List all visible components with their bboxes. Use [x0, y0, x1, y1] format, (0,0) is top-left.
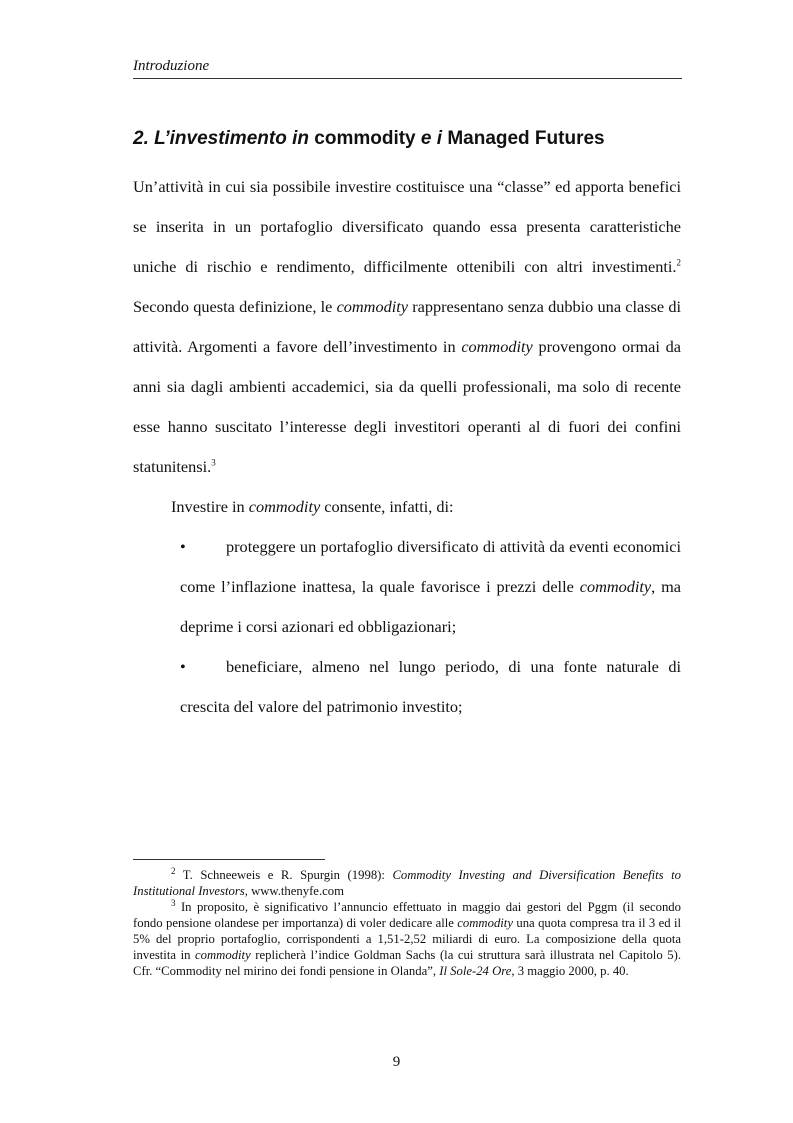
text-run: Un’attività in cui sia possibile investire costituisce una “classe” ed apporta benefici se inserita in un portafoglio diversificato quando essa presenta caratteristiche uniche di rischio e rendimento, difficilmente ottenibili con altri investimenti. [133, 177, 681, 276]
section-title-part: Managed Futures [447, 128, 605, 149]
footnote-rule [133, 859, 325, 860]
emphasis: commodity [461, 337, 533, 356]
section-number: 2. [133, 128, 149, 149]
section-title-part: e i [420, 128, 443, 149]
emphasis: Il Sole-24 Ore, [439, 964, 515, 978]
text-run: Investire in [171, 497, 249, 516]
emphasis: commodity [579, 577, 652, 596]
text-run: proteggere un portafoglio diversificato di attività da eventi economici come l’inflazione inattesa, la quale favorisce i prezzi delle [180, 537, 681, 596]
text-run: , ma deprime i corsi azionari ed obbligazionari; [180, 577, 682, 636]
running-header: Introduzione [133, 58, 210, 74]
text-run: , www.thenyfe.com [244, 884, 344, 898]
text-run: beneficiare, almeno nel lungo periodo, di una fonte naturale di crescita del valore del patrimonio investito; [180, 657, 681, 716]
header-rule [133, 78, 682, 79]
section-title-part: L’investimento in [154, 128, 309, 149]
footnote [133, 899, 681, 979]
section-title-part: commodity [314, 128, 416, 149]
text-run: rappresentano senza dubbio una classe di attività. Argomenti a favore dell’investimento in [133, 297, 681, 356]
body-paragraph [171, 487, 681, 527]
text-run: provengono ormai da anni sia dagli ambienti accademici, sia da quelli professionali, ma solo di recente esse hanno suscitato l’interesse degli investitori operanti al di fuori dei confini statunitensi. [133, 337, 681, 476]
emphasis: commodity [336, 297, 408, 316]
body-paragraph [133, 167, 681, 487]
footnotes [133, 867, 681, 979]
footnote-number: 2 [171, 865, 176, 876]
list-item [180, 527, 681, 647]
bullet-list [180, 527, 681, 727]
footnote-ref: 3 [211, 457, 216, 468]
text-run: replicherà l’indice Goldman Sachs (la cui struttura sarà illustrata nel Capitolo 5). Cfr. “Commodity nel mirino dei fondi pensione in Olanda”, [133, 948, 681, 978]
section-title [133, 128, 693, 150]
text-run: In proposito, è significativo l’annuncio effettuato in maggio dai gestori del Pggm (il secondo fondo pensione olandese per importanza) di voler dedicare alle [133, 900, 681, 930]
text-run: consente, infatti, di: [320, 497, 454, 516]
bullet-marker: • [180, 537, 186, 556]
emphasis: Commodity Investing and Diversification Benefits to Institutional Investors [133, 868, 682, 898]
text-run: Secondo questa definizione, le [133, 297, 337, 316]
emphasis: commodity [195, 948, 251, 962]
page-number: 9 [392, 1054, 401, 1070]
list-item [180, 647, 681, 727]
emphasis: commodity [248, 497, 321, 516]
text-run: una quota compresa tra il 3 ed il 5% del proprio portafoglio, corrispondenti a 1,51-2,52 miliardi di euro. La composizione della quota investita in [133, 916, 681, 962]
emphasis: commodity [457, 916, 513, 930]
footnote [133, 867, 681, 899]
text-run: 3 maggio 2000, p. 40. [514, 964, 629, 978]
footnote-number: 3 [171, 897, 176, 908]
text-run: T. Schneeweis e R. Spurgin (1998): [175, 868, 393, 882]
footnote-ref: 2 [676, 257, 681, 268]
bullet-marker: • [180, 657, 186, 676]
